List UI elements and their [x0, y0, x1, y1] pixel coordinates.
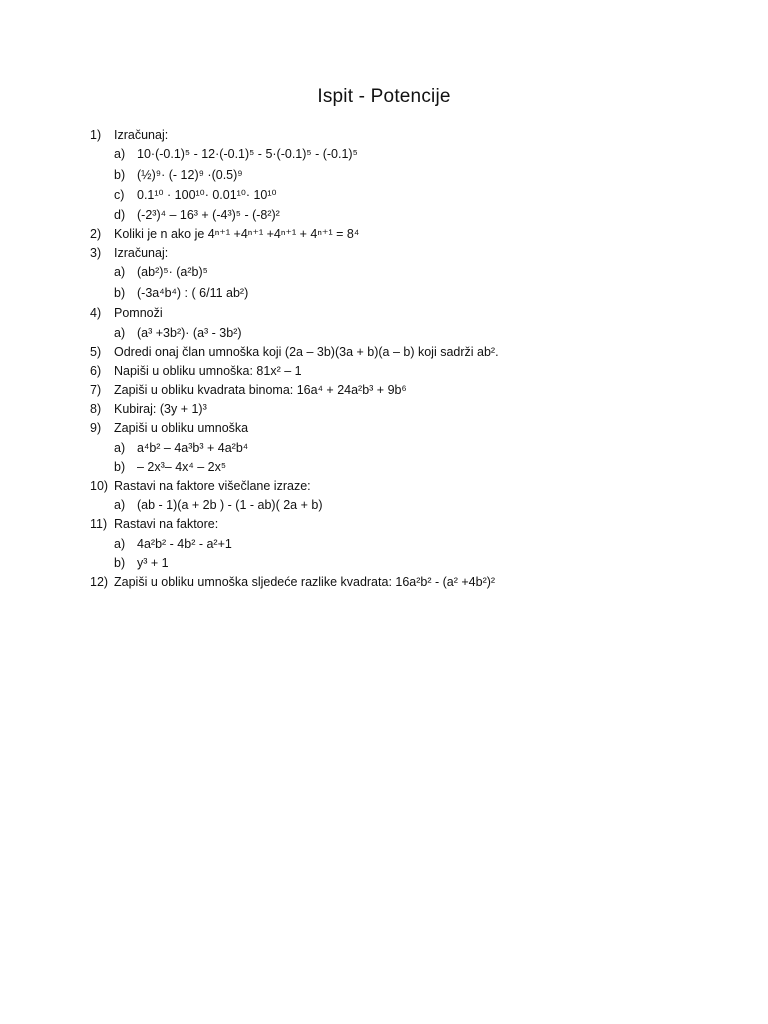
subtask — [90, 263, 730, 282]
subtask — [90, 535, 730, 554]
task-11 — [90, 515, 730, 573]
subtask-expression: (½)⁹· (- 12)⁹ ·(0.5)⁹ — [137, 168, 243, 183]
task-10 — [90, 477, 730, 515]
task-number: 9) — [90, 421, 102, 436]
subtask — [90, 439, 730, 458]
task-8 — [90, 400, 730, 419]
subtask-expression: – 2x³– 4x⁴ – 2x⁵ — [137, 459, 227, 474]
task-number: 3) — [90, 245, 102, 260]
subtask-expression: 10·(-0.1)⁵ - 12·(-0.1)⁵ - 5·(-0.1)⁵ - (-0.1)⁵ — [137, 147, 358, 162]
task-number: 8) — [90, 402, 102, 417]
subtask-expression: (-3a⁴b⁴) : ( 6/11 ab²) — [137, 286, 249, 301]
subtask-label: a) — [114, 536, 126, 551]
subtask-expression: (ab²)⁵· (a²b)⁵ — [137, 265, 208, 280]
task-4 — [90, 304, 730, 342]
task-text: Koliki je n ako je 4ⁿ⁺¹ +4ⁿ⁺¹ +4ⁿ⁺¹ + 4ⁿ⁺¹ = 8⁴ — [114, 226, 360, 241]
task-text: Zapiši u obliku umnoška sljedeće razlike kvadrata: 16a²b² - (a² +4b²)² — [114, 574, 496, 589]
subtask-label: b) — [114, 168, 126, 183]
subtask — [90, 324, 730, 343]
task-text: Rastavi na faktore višečlane izraze: — [114, 479, 311, 493]
task-number: 2) — [90, 226, 102, 241]
task-number: 11) — [90, 517, 108, 532]
subtask-expression: y³ + 1 — [137, 555, 169, 570]
task-number: 10) — [90, 479, 109, 493]
subtask — [90, 206, 730, 225]
task-number: 7) — [90, 383, 102, 398]
subtask-label: a) — [114, 325, 126, 340]
subtask-label: a) — [114, 265, 126, 280]
task-text: Izračunaj: — [114, 245, 169, 260]
task-2 — [90, 225, 730, 244]
subtask-label: d) — [114, 207, 126, 222]
task-5 — [90, 343, 730, 362]
task-text: Izračunaj: — [114, 128, 169, 142]
subtask-label: b) — [114, 459, 126, 474]
task-text: Pomnoži — [114, 306, 163, 321]
task-text: Zapiši u obliku umnoška — [114, 421, 249, 436]
task-list — [90, 126, 730, 592]
task-text: Kubiraj: (3y + 1)³ — [114, 402, 207, 417]
subtask-label: c) — [114, 188, 125, 203]
subtask-label: a) — [114, 440, 126, 455]
subtask — [90, 554, 730, 573]
task-3 — [90, 244, 730, 304]
subtask-expression: (a³ +3b²)· (a³ - 3b²) — [137, 325, 242, 340]
page-title: Ispit - Potencije — [317, 86, 451, 107]
task-text: Odredi onaj član umnoška koji (2a – 3b)(3a + b)(a – b) koji sadrži ab². — [114, 344, 499, 359]
subtask-label: b) — [114, 286, 126, 301]
task-7 — [90, 381, 730, 400]
task-number: 4) — [90, 306, 102, 321]
task-text: Rastavi na faktore: — [114, 517, 219, 532]
subtask-expression: 4a²b² - 4b² - a²+1 — [137, 536, 232, 551]
subtask — [90, 458, 730, 477]
task-number: 5) — [90, 344, 102, 359]
subtask — [90, 186, 730, 205]
subtask-expression: a⁴b² – 4a³b³ + 4a²b⁴ — [137, 440, 249, 455]
subtask-expression: (-2³)⁴ – 16³ + (-4³)⁵ - (-8²)² — [137, 207, 280, 222]
task-12 — [90, 573, 730, 592]
subtask — [90, 164, 730, 186]
subtask-label: a) — [114, 498, 126, 513]
task-6 — [90, 362, 730, 381]
subtask — [90, 282, 730, 304]
task-number: 6) — [90, 363, 102, 378]
task-9 — [90, 419, 730, 477]
task-number: 12) — [90, 574, 109, 589]
subtask-label: b) — [114, 555, 126, 570]
subtask-expression: 0.1¹⁰ · 100¹⁰· 0.01¹⁰· 10¹⁰ — [137, 188, 277, 203]
subtask — [90, 496, 730, 515]
subtask-label: a) — [114, 147, 126, 162]
task-number: 1) — [90, 128, 102, 142]
task-text: Zapiši u obliku kvadrata binoma: 16a⁴ + 24a²b³ + 9b⁶ — [114, 383, 407, 398]
subtask — [90, 145, 730, 164]
task-text: Napiši u obliku umnoška: 81x² – 1 — [114, 363, 302, 378]
task-1 — [90, 126, 730, 225]
subtask-expression: (ab - 1)(a + 2b ) - (1 - ab)( 2a + b) — [137, 498, 323, 513]
